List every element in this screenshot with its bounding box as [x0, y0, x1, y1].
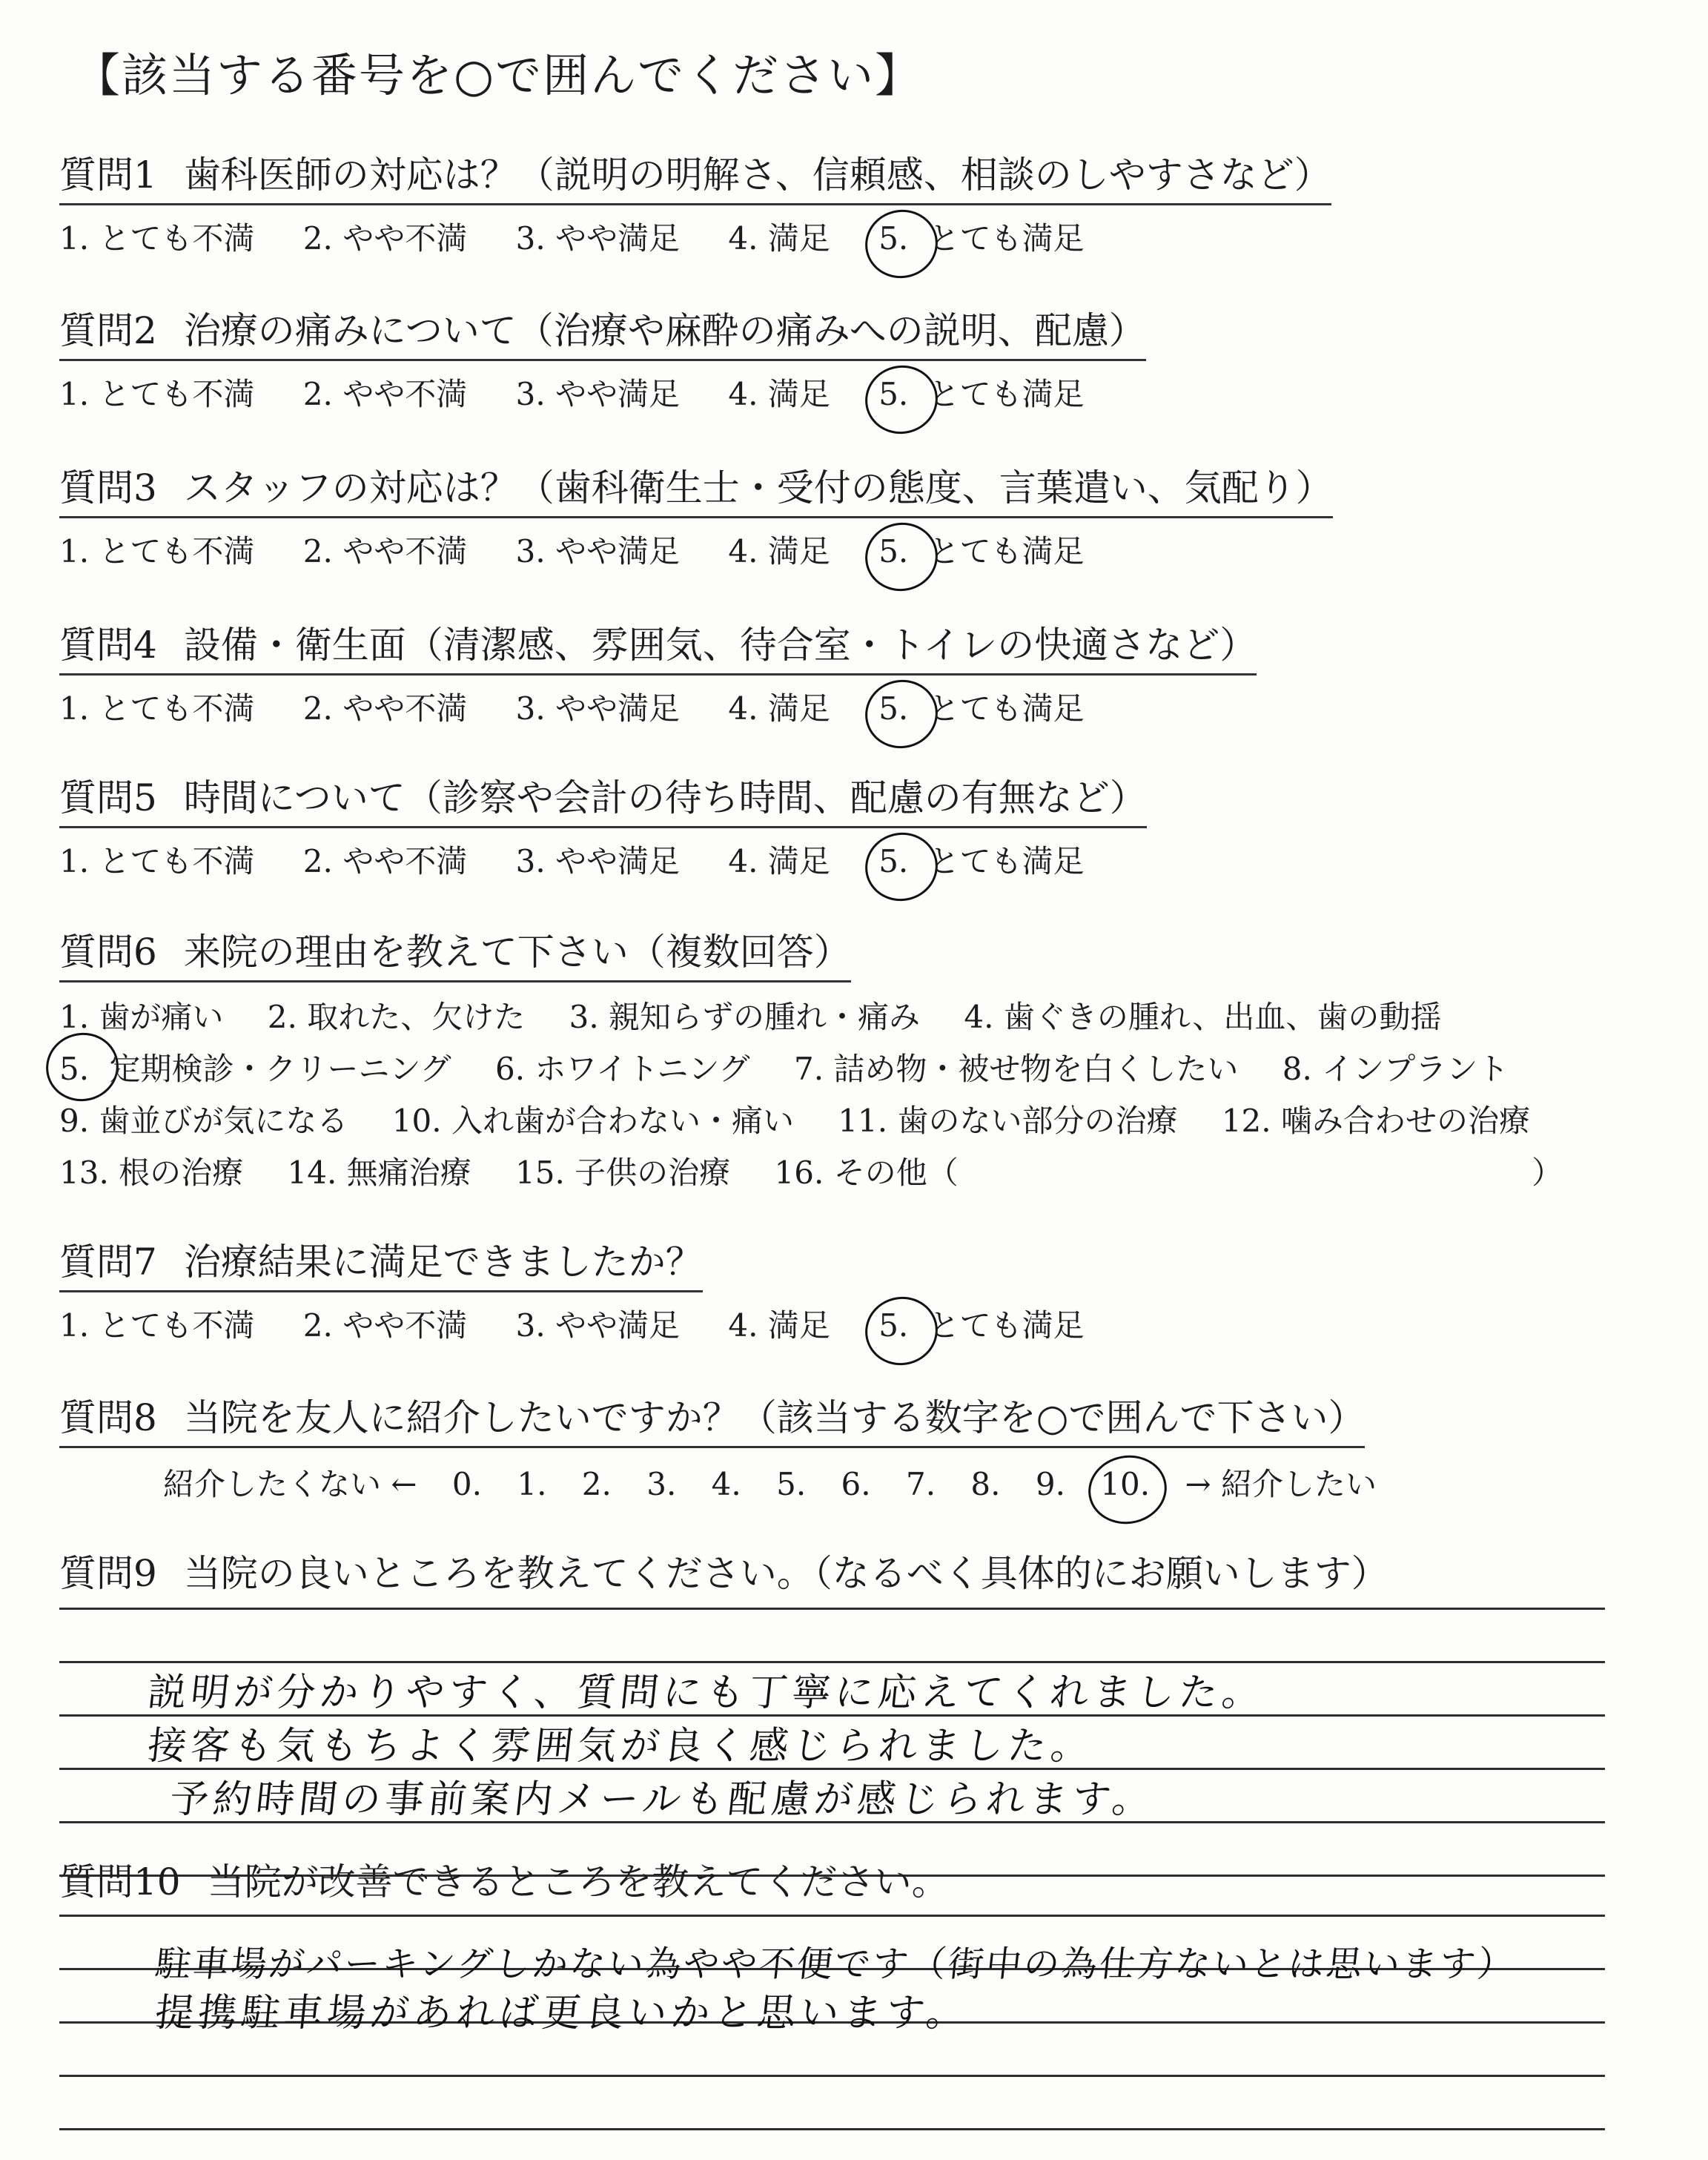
- option-5-label: とても満足: [928, 843, 1085, 879]
- question-heading: [59, 145, 1331, 205]
- option-5-label: とても満足: [928, 690, 1085, 727]
- question-heading: [59, 1232, 703, 1292]
- scale-right-label: → 紹介したい: [1185, 1466, 1377, 1502]
- option-3[interactable]: 3. やや満足: [515, 690, 681, 727]
- option-4[interactable]: 4. 満足: [728, 376, 830, 412]
- reason-10[interactable]: 10. 入れ歯が合わない・痛い: [391, 1103, 794, 1139]
- question-text: 当院が改善できるところを教えてください。: [207, 1860, 949, 1903]
- option-5-circled[interactable]: 5.: [878, 376, 909, 412]
- reason-11[interactable]: 11. 歯のない部分の治療: [838, 1103, 1178, 1139]
- question-5: [59, 768, 1616, 882]
- question-text: 当院を友人に紹介したいですか？（該当する数字を○で囲んで下さい）: [183, 1396, 1366, 1439]
- question-6: [59, 922, 1616, 1199]
- question-3: [59, 458, 1616, 572]
- score-5[interactable]: 5.: [776, 1466, 807, 1502]
- option-1[interactable]: 1. とても不満: [59, 843, 255, 879]
- question-1: [59, 145, 1616, 259]
- option-3[interactable]: 3. やや満足: [515, 376, 681, 412]
- question-2: [59, 301, 1616, 415]
- question-heading: [59, 768, 1147, 828]
- option-5-circled[interactable]: 5.: [878, 1307, 909, 1344]
- question-10: [59, 1852, 1616, 1906]
- reason-options: [59, 991, 1616, 1199]
- option-1[interactable]: 1. とても不満: [59, 1307, 255, 1344]
- option-4[interactable]: 4. 満足: [728, 843, 830, 879]
- reason-13[interactable]: 13. 根の治療: [59, 1155, 244, 1191]
- option-5-circled[interactable]: 5.: [878, 533, 909, 569]
- option-2[interactable]: 2. やや不満: [302, 843, 468, 879]
- ruled-line: [59, 1915, 1605, 1917]
- reason-2[interactable]: 2. 取れた、欠けた: [267, 999, 526, 1035]
- option-1[interactable]: 1. とても不満: [59, 220, 255, 257]
- question-number: 質問4: [59, 624, 157, 667]
- reason-7[interactable]: 7. 詰め物・被せ物を白くしたい: [793, 1051, 1239, 1087]
- option-3[interactable]: 3. やや満足: [515, 220, 681, 257]
- question-number: 質問3: [59, 466, 157, 509]
- question-text: 治療結果に満足できましたか？: [183, 1241, 703, 1284]
- question-heading: [59, 615, 1257, 676]
- score-8[interactable]: 8.: [970, 1466, 1001, 1502]
- score-7[interactable]: 7.: [905, 1466, 936, 1502]
- question-text: スタッフの対応は？（歯科衛生士・受付の態度、言葉遣い、気配り）: [183, 466, 1333, 509]
- question-number: 質問6: [59, 931, 157, 974]
- question-number: 質問10: [59, 1860, 181, 1903]
- score-0[interactable]: 0.: [451, 1466, 482, 1502]
- scale-left-label: 紹介したくない ←: [163, 1466, 417, 1502]
- question-number: 質問8: [59, 1396, 157, 1439]
- rating-options: [59, 370, 1616, 415]
- question-number: 質問2: [59, 309, 157, 352]
- rating-options: [59, 837, 1616, 882]
- rating-options: [59, 527, 1616, 572]
- option-2[interactable]: 2. やや不満: [302, 376, 468, 412]
- option-2[interactable]: 2. やや不満: [302, 1307, 468, 1344]
- option-5-label: とても満足: [928, 220, 1085, 257]
- handwritten-answer-line: 提携駐車場があれば更良いかと思います。: [153, 1991, 972, 2035]
- score-10-circled[interactable]: 10.: [1100, 1466, 1151, 1502]
- reason-9[interactable]: 9. 歯並びが気になる: [59, 1103, 348, 1139]
- question-number: 質問1: [59, 153, 157, 196]
- page-title: 【該当する番号を○で囲んでください】: [74, 48, 923, 102]
- question-text: 来院の理由を教えて下さい（複数回答）: [183, 931, 851, 974]
- handwritten-answer-line: 予約時間の事前案内メールも配慮が感じられます。: [168, 1777, 1158, 1822]
- rating-options: [59, 214, 1616, 259]
- reason-8[interactable]: 8. インプラント: [1282, 1051, 1509, 1087]
- question-heading: [59, 1388, 1365, 1448]
- reason-16[interactable]: 16. その他（: [774, 1155, 959, 1191]
- question-text: 歯科医師の対応は？（説明の明解さ、信頼感、相談のしやすさなど）: [183, 153, 1331, 196]
- option-3[interactable]: 3. やや満足: [515, 843, 681, 879]
- question-text: 治療の痛みについて（治療や麻酔の痛みへの説明、配慮）: [183, 309, 1146, 352]
- handwritten-answer-line: 接客も気もちよく雰囲気が良く感じられました。: [145, 1724, 1096, 1768]
- question-text: 当院の良いところを教えてください。（なるべく具体的にお願いします）: [183, 1552, 1388, 1595]
- reason-row-1: [59, 991, 1616, 1043]
- reason-14[interactable]: 14. 無痛治療: [287, 1155, 471, 1191]
- question-heading: [59, 1852, 1616, 1906]
- option-5-label: とても満足: [928, 376, 1085, 412]
- question-9: [59, 1544, 1616, 1597]
- option-5-circled[interactable]: 5.: [878, 220, 909, 257]
- option-5-label: とても満足: [928, 533, 1085, 569]
- score-6[interactable]: 6.: [841, 1466, 871, 1502]
- question-text: 設備・衛生面（清潔感、雰囲気、待合室・トイレの快適さなど）: [183, 624, 1257, 667]
- question-heading: [59, 458, 1333, 518]
- reason-3[interactable]: 3. 親知らずの腫れ・痛み: [569, 999, 921, 1035]
- reason-4[interactable]: 4. 歯ぐきの腫れ、出血、歯の動揺: [964, 999, 1442, 1035]
- score-2[interactable]: 2.: [581, 1466, 612, 1502]
- reason-6[interactable]: 6. ホワイトニング: [494, 1051, 750, 1087]
- question-number: 質問5: [59, 776, 157, 819]
- option-2[interactable]: 2. やや不満: [302, 533, 468, 569]
- option-4[interactable]: 4. 満足: [728, 220, 830, 257]
- question-7: [59, 1232, 1616, 1346]
- option-1[interactable]: 1. とても不満: [59, 690, 255, 727]
- reason-1[interactable]: 1. 歯が痛い: [59, 999, 224, 1035]
- recommend-scale: [163, 1460, 1616, 1505]
- option-1[interactable]: 1. とても不満: [59, 533, 255, 569]
- question-8: [59, 1388, 1616, 1505]
- option-3[interactable]: 3. やや満足: [515, 1307, 681, 1344]
- reason-16-close: ）: [1532, 1155, 1563, 1191]
- score-1[interactable]: 1.: [517, 1466, 547, 1502]
- reason-row-3: [59, 1095, 1616, 1147]
- option-2[interactable]: 2. やや不満: [302, 690, 468, 727]
- rating-options: [59, 1301, 1616, 1346]
- question-heading: [59, 1544, 1616, 1597]
- option-5-label: とても満足: [928, 1307, 1085, 1344]
- question-number: 質問9: [59, 1552, 157, 1595]
- score-3[interactable]: 3.: [646, 1466, 677, 1502]
- option-2[interactable]: 2. やや不満: [302, 220, 468, 257]
- question-text: 時間について（診察や会計の待ち時間、配慮の有無など）: [183, 776, 1147, 819]
- reason-5-label: 定期検診・クリーニング: [109, 1051, 451, 1087]
- question-number: 質問7: [59, 1241, 157, 1284]
- score-4[interactable]: 4.: [711, 1466, 741, 1502]
- handwritten-answer-line: 説明が分かりやすく、質問にも丁寧に応えてくれました。: [145, 1671, 1268, 1715]
- option-1[interactable]: 1. とても不満: [59, 376, 255, 412]
- option-5-circled[interactable]: 5.: [878, 690, 909, 727]
- option-4[interactable]: 4. 満足: [728, 690, 830, 727]
- option-3[interactable]: 3. やや満足: [515, 533, 681, 569]
- reason-row-2: [59, 1043, 1616, 1095]
- question-4: [59, 615, 1616, 729]
- option-5-circled[interactable]: 5.: [878, 843, 909, 879]
- option-4[interactable]: 4. 満足: [728, 1307, 830, 1344]
- score-9[interactable]: 9.: [1035, 1466, 1065, 1502]
- reason-15[interactable]: 15. 子供の治療: [515, 1155, 731, 1191]
- reason-12[interactable]: 12. 噛み合わせの治療: [1221, 1103, 1530, 1139]
- reason-5-circled[interactable]: 5.: [59, 1043, 89, 1095]
- ruled-line: [59, 1608, 1605, 1610]
- reason-row-4: [59, 1147, 1616, 1199]
- ruled-line: [59, 2128, 1605, 2130]
- ruled-line: [59, 2075, 1605, 2077]
- rating-options: [59, 684, 1616, 729]
- question-heading: [59, 922, 851, 982]
- handwritten-answer-line: 駐車場がパーキングしかない為やや不便です（街中の為仕方ないとは思います）: [153, 1943, 1518, 1985]
- option-4[interactable]: 4. 満足: [728, 533, 830, 569]
- question-heading: [59, 301, 1146, 361]
